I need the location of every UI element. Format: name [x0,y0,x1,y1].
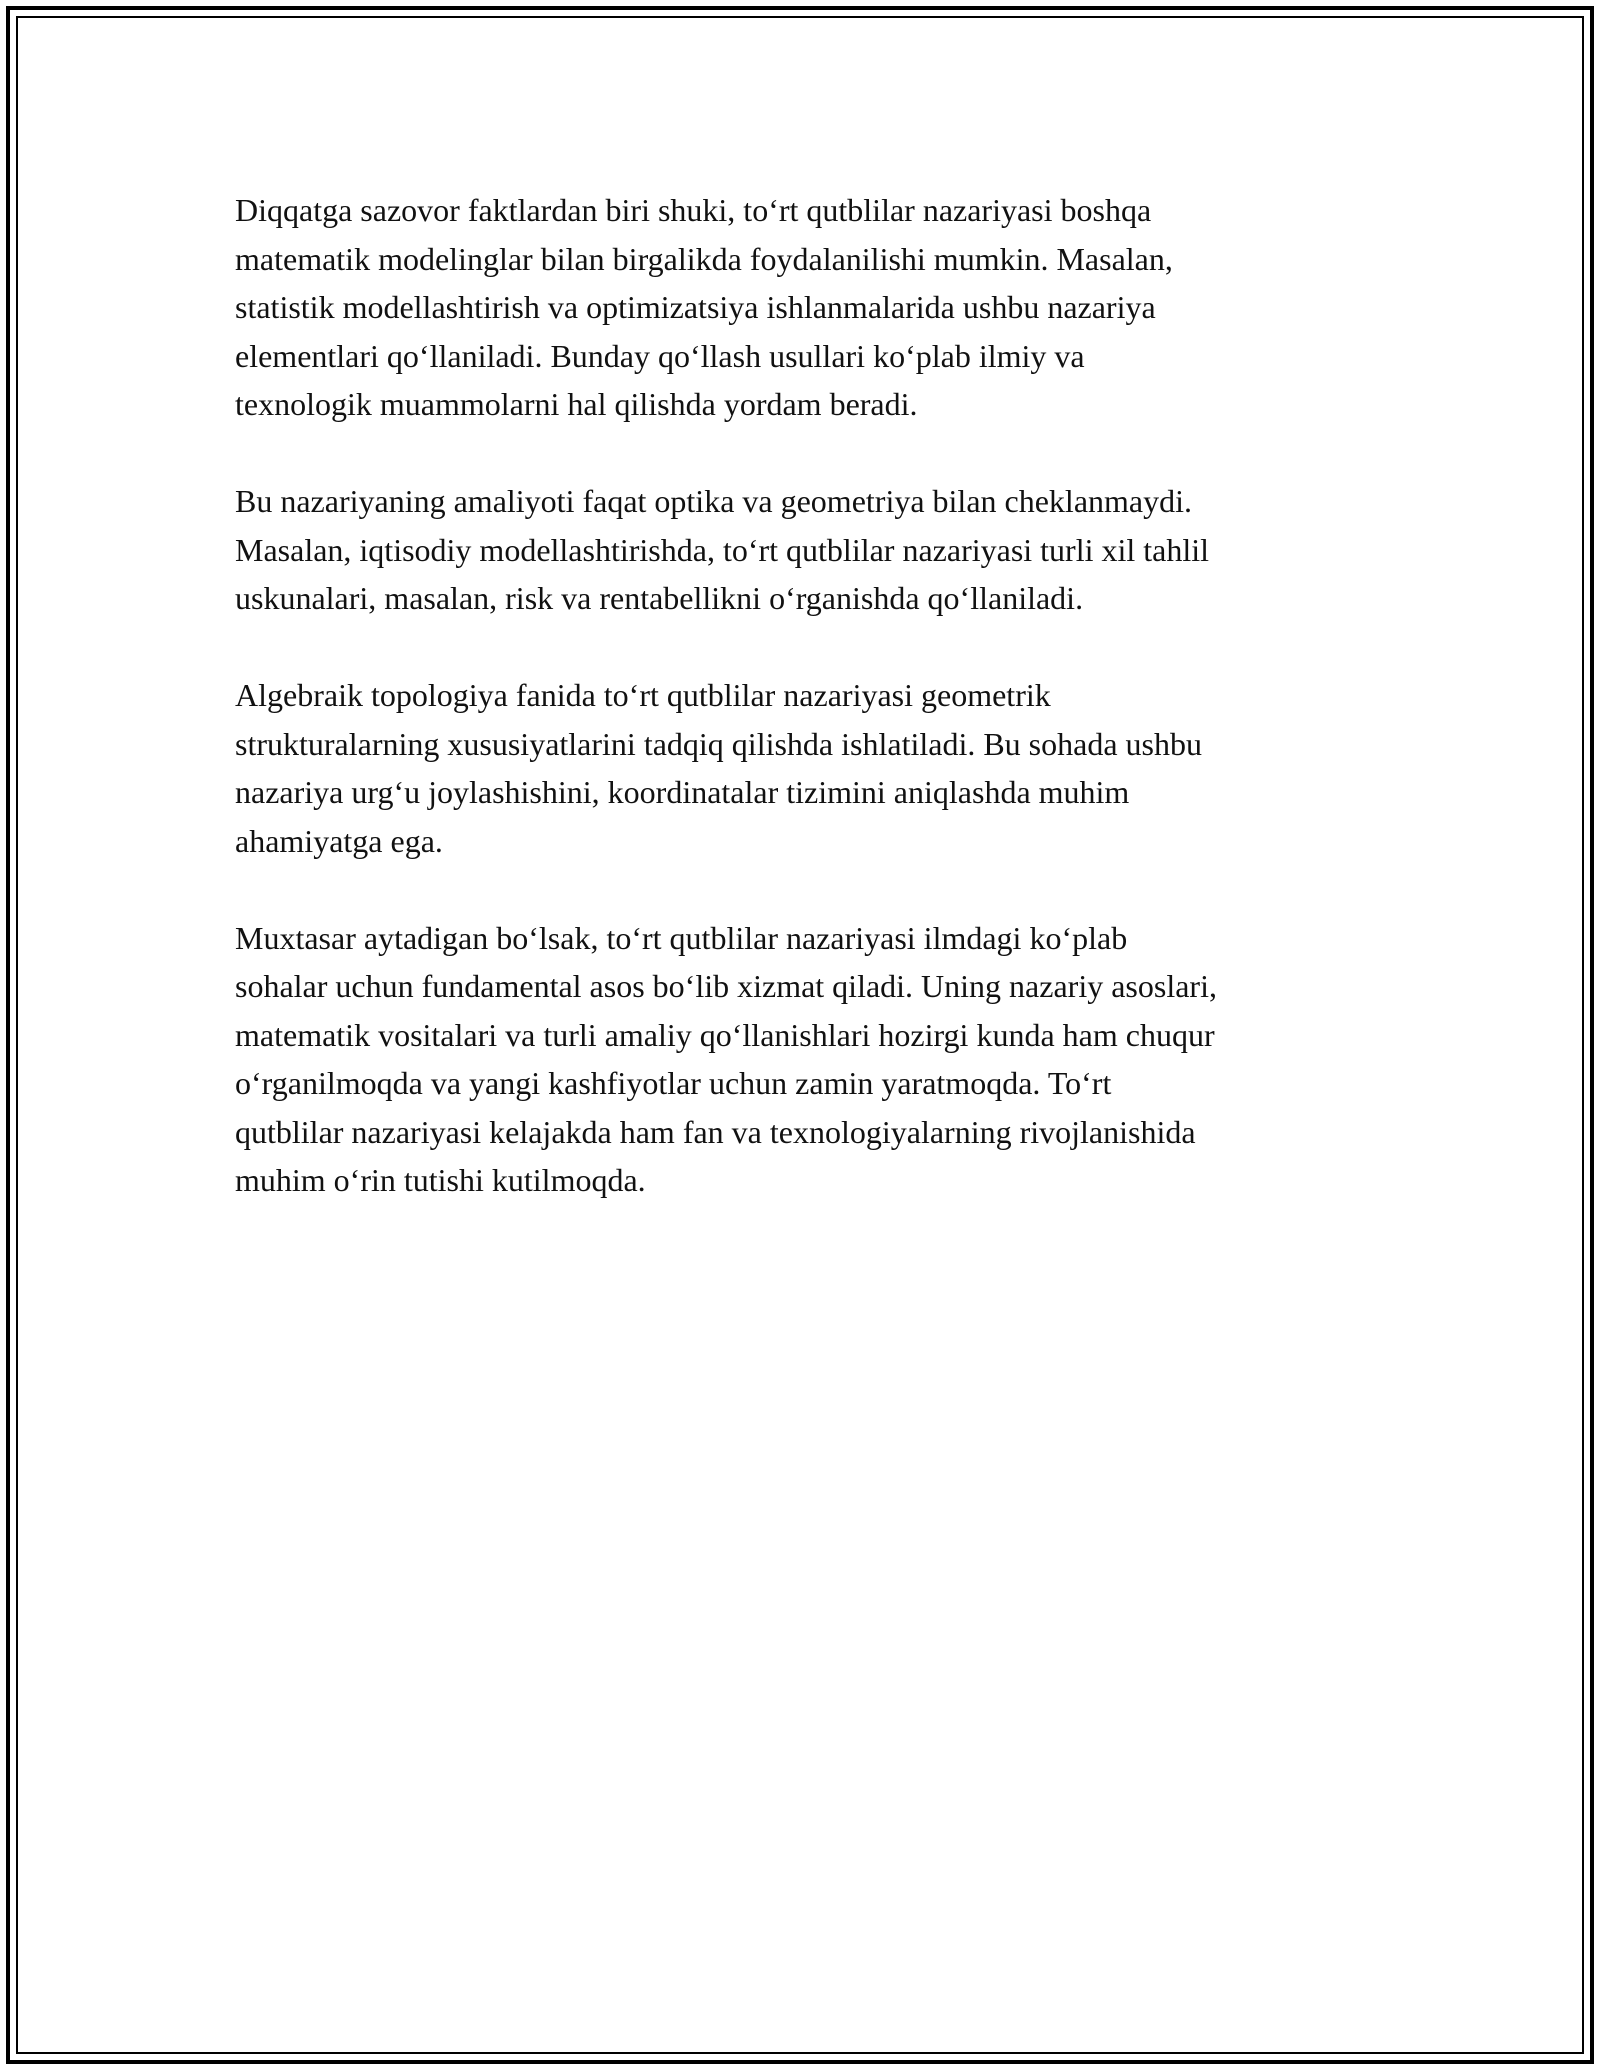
text-line: Muxtasar aytadigan bo‘lsak, to‘rt qutblilar nazariyasi ilmdagi ko‘plab [235,919,1128,956]
text-line: ahamiyatga ega. [235,822,443,859]
text-line: statistik modellashtirish va optimizatsiya ishlanmalarida ushbu nazariya [235,289,1156,325]
text-line: Algebraik topologiya fanida to‘rt qutblilar nazariyasi geometrik [235,677,1051,713]
text-line: matematik modelinglar bilan birgalikda foydalanilishi mumkin. Masalan, [235,240,1173,277]
paragraph-2 [235,477,1395,623]
text-line: matematik vositalari va turli amaliy qo‘llanishlari hozirgi kunda ham chuqur [235,1016,1215,1053]
text-line: Masalan, iqtisodiy modellashtirishda, to‘rt qutblilar nazariyasi turli xil tahlil [235,531,1210,568]
paragraph-1 [235,186,1395,429]
text-line: qutblilar nazariyasi kelajakda ham fan va texnologiyalarning rivojlanishida [235,1113,1196,1150]
text-line: sohalar uchun fundamental asos bo‘lib xizmat qiladi. Uning nazariy asoslari, [235,968,1217,1004]
text-line: texnologik muammolarni hal qilishda yordam beradi. [235,386,918,422]
document-body [235,186,1395,1253]
text-line: o‘rganilmoqda va yangi kashfiyotlar uchun zamin yaratmoqda. To‘rt [235,1065,1112,1101]
text-line: elementlari qo‘llaniladi. Bunday qo‘llash usullari ko‘plab ilmiy va [235,337,1085,374]
text-line: nazariya urg‘u joylashishini, koordinatalar tizimini aniqlashda muhim [235,774,1130,810]
text-line: strukturalarning xususiyatlarini tadqiq qilishda ishlatiladi. Bu sohada ushbu [235,725,1202,762]
text-line: Bu nazariyaning amaliyoti faqat optika va geometriya bilan cheklanmaydi. [235,483,1192,519]
paragraph-4 [235,914,1395,1205]
text-line: muhim o‘rin tutishi kutilmoqda. [235,1162,646,1198]
text-line: Diqqatga sazovor faktlardan biri shuki, to‘rt qutblilar nazariyasi boshqa [235,192,1152,228]
text-line: uskunalari, masalan, risk va rentabellikni o‘rganishda qo‘llaniladi. [235,580,1084,616]
paragraph-3 [235,671,1395,865]
